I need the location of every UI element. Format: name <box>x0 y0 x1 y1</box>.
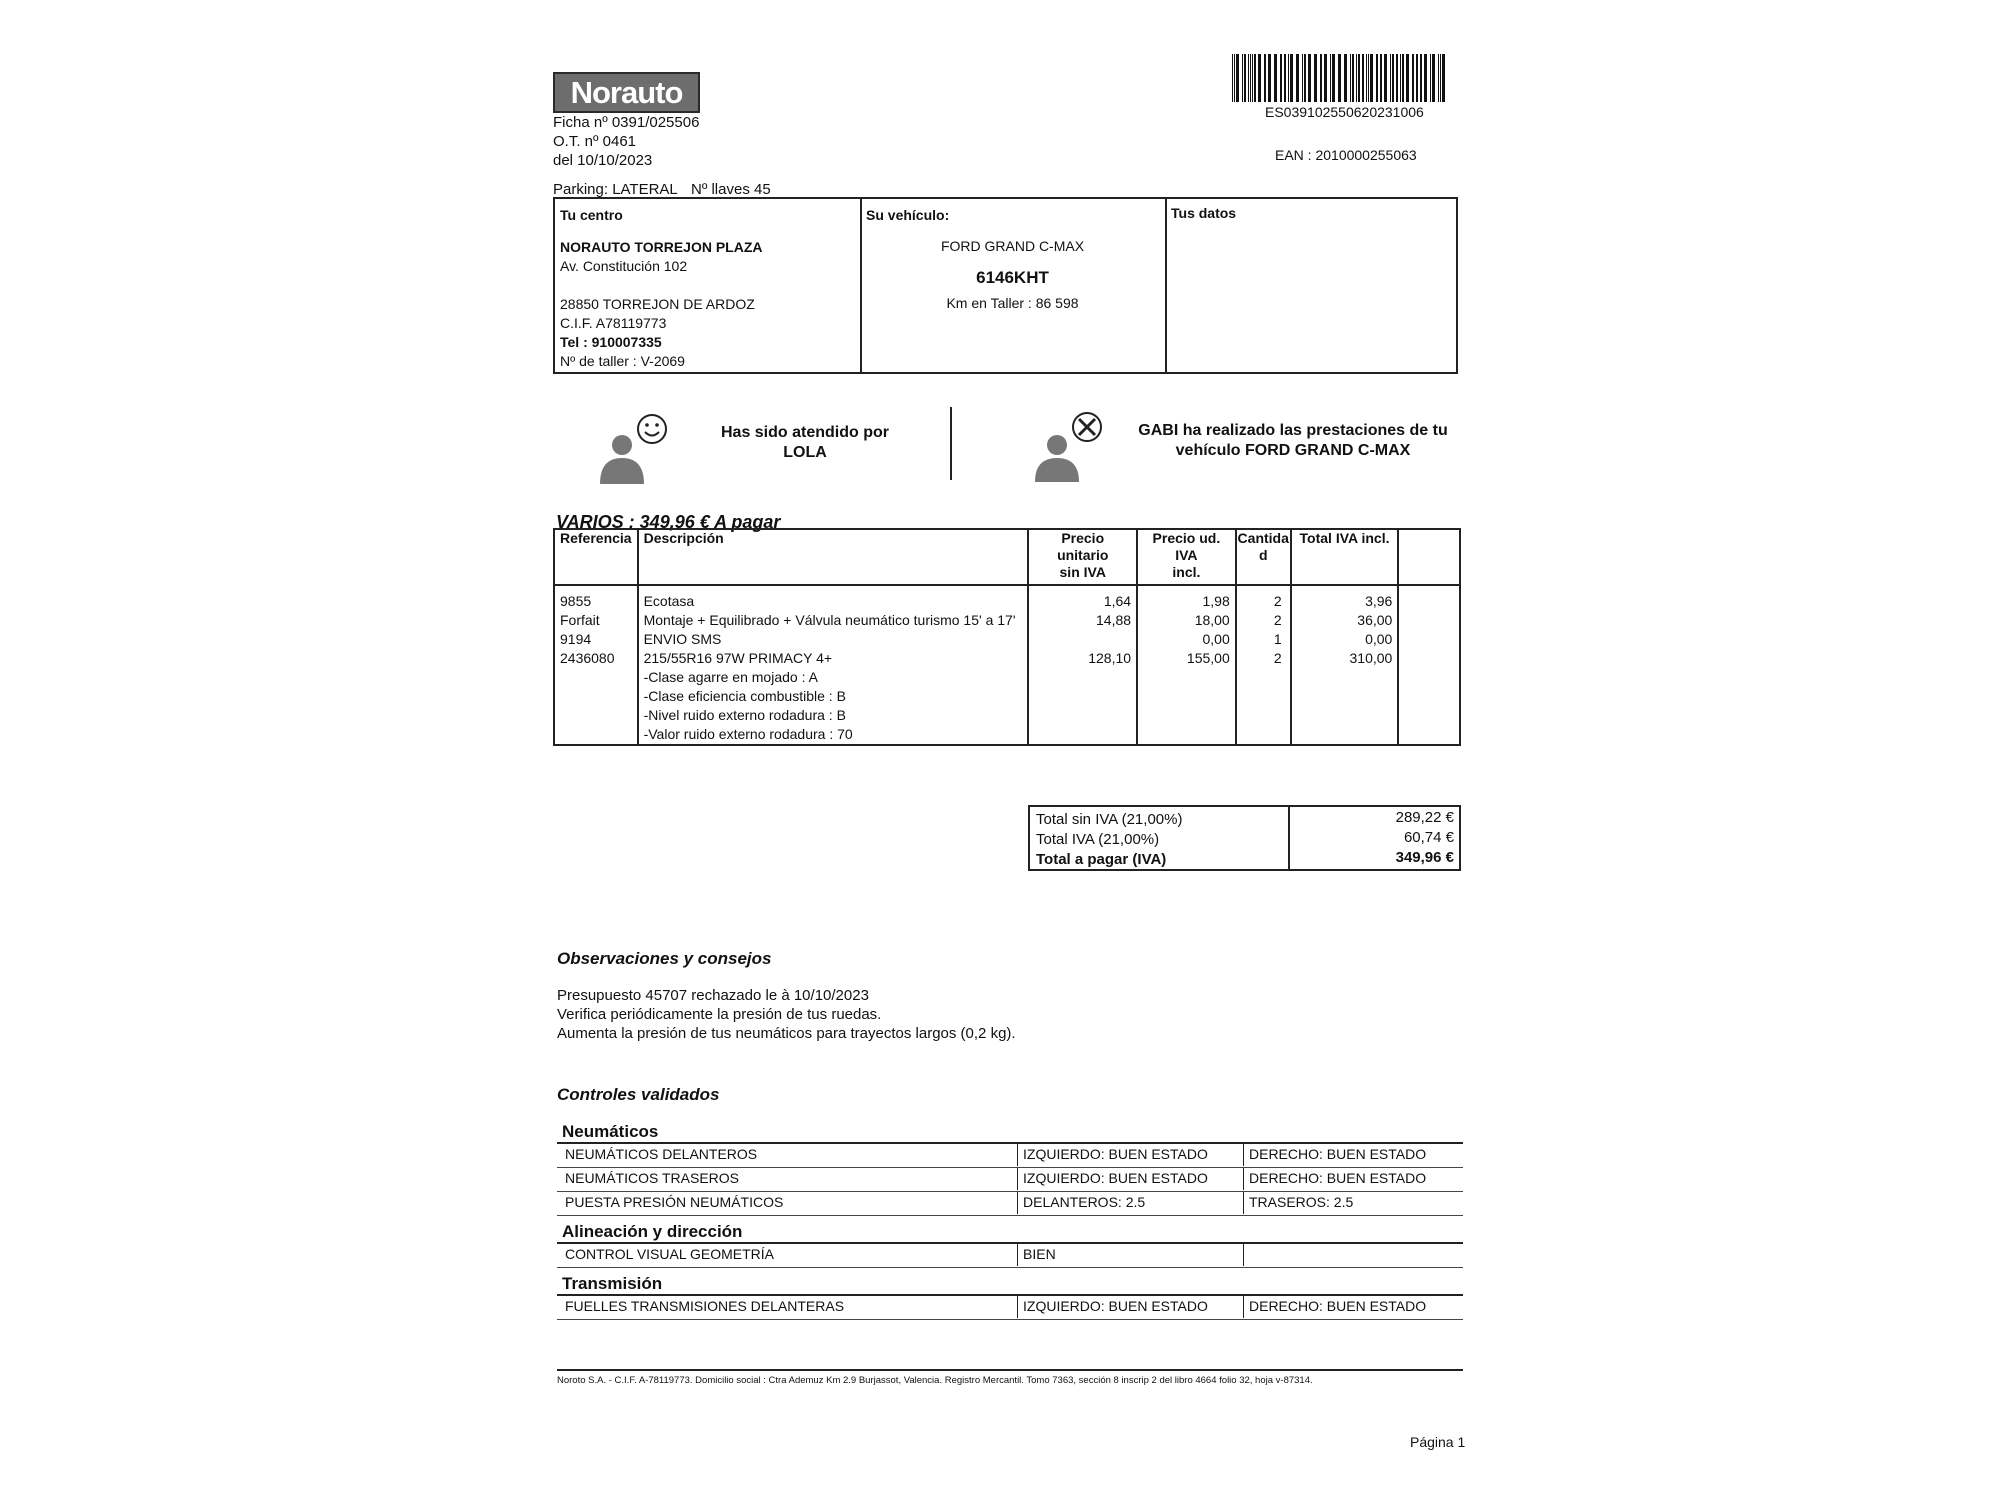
person-smile-icon <box>597 412 671 484</box>
item-desc: Montaje + Equilibrado + Válvula neumático turismo 15' a 17' <box>638 611 1029 630</box>
total-pagar-label: Total a pagar (IVA) <box>1036 851 1167 868</box>
observaciones-title: Observaciones y consejos <box>557 949 772 968</box>
barcode-bar <box>1440 54 1441 102</box>
barcode-bar <box>1376 54 1378 102</box>
control-separator <box>1243 1168 1244 1190</box>
barcode-bar <box>1264 54 1266 102</box>
controles-title: Controles validados <box>557 1085 720 1104</box>
barcode-bar <box>1390 54 1391 102</box>
control-right: TRASEROS: 2.5 <box>1249 1194 1354 1210</box>
centro-city: 28850 TORREJON DE ARDOZ <box>560 296 755 312</box>
ficha-number: Ficha nº 0391/025506 <box>553 114 700 131</box>
item-row <box>554 649 1460 668</box>
item-price <box>1028 725 1137 745</box>
item-qty <box>1236 725 1291 745</box>
datos-title: Tus datos <box>1171 205 1237 221</box>
barcode-bar <box>1308 54 1311 102</box>
keys-info: Nº llaves 45 <box>691 181 771 198</box>
barcode-bar <box>1234 54 1235 102</box>
barcode-bar <box>1344 54 1347 102</box>
parking-info: Parking: LATERAL <box>553 181 678 198</box>
barcode-bar <box>1332 54 1335 102</box>
item-price <box>1028 687 1137 706</box>
centro-address: Av. Constitución 102 <box>560 258 688 274</box>
item-total: 0,00 <box>1291 630 1399 649</box>
centro-title: Tu centro <box>560 207 623 223</box>
barcode-bar <box>1302 54 1303 102</box>
item-priceiva <box>1137 687 1236 706</box>
barcode-bar <box>1320 54 1322 102</box>
control-name: FUELLES TRANSMISIONES DELANTERAS <box>565 1298 845 1314</box>
item-desc: ENVIO SMS <box>638 630 1029 649</box>
footer-line <box>557 1369 1463 1371</box>
page-number: Página 1 <box>1410 1434 1466 1450</box>
item-price <box>1028 706 1137 725</box>
control-left: IZQUIERDO: BUEN ESTADO <box>1023 1170 1208 1186</box>
item-blank <box>1398 725 1460 745</box>
barcode-bar <box>1368 54 1369 102</box>
footer-legal: Noroto S.A. - C.I.F. A-78119773. Domicilio social : Ctra Ademuz Km 2.9 Burjassot, Valencia. Registro Mercantil. Tomo 7363, sección 8 inscrip 2 del libro 4664 folio 32, hoja v-87314. <box>557 1375 1313 1386</box>
item-total: 36,00 <box>1291 611 1399 630</box>
barcode-bar <box>1424 54 1427 102</box>
vehicle-model: FORD GRAND C-MAX <box>940 238 1085 254</box>
control-separator <box>1017 1144 1018 1166</box>
control-right: DERECHO: BUEN ESTADO <box>1249 1170 1427 1186</box>
barcode-bar <box>1420 54 1422 102</box>
neumaticos-title: Neumáticos <box>562 1122 659 1141</box>
barcode-bar <box>1380 54 1382 102</box>
barcode-bar <box>1370 54 1373 102</box>
item-total: 310,00 <box>1291 649 1399 668</box>
item-desc: -Nivel ruido externo rodadura : B <box>638 706 1029 725</box>
barcode-bar <box>1352 54 1354 102</box>
totals-box <box>1028 805 1461 871</box>
barcode-bar <box>1416 54 1418 102</box>
barcode-bar <box>1258 54 1261 102</box>
total-pagar-value: 349,96 € <box>1395 849 1454 866</box>
control-left: IZQUIERDO: BUEN ESTADO <box>1023 1298 1208 1314</box>
item-blank <box>1398 668 1460 687</box>
barcode-bar <box>1248 54 1249 102</box>
barcode-bar <box>1356 54 1357 102</box>
item-ref <box>554 687 638 706</box>
attended-by-text: Has sido atendido por <box>720 424 889 441</box>
control-row <box>557 1244 1463 1268</box>
control-row <box>557 1296 1463 1320</box>
item-ref: 9194 <box>554 630 638 649</box>
barcode-bar <box>1244 54 1246 102</box>
item-total <box>1291 706 1399 725</box>
item-priceiva <box>1137 725 1236 745</box>
control-right: DERECHO: BUEN ESTADO <box>1249 1146 1427 1162</box>
item-desc: -Valor ruido externo rodadura : 70 <box>638 725 1029 745</box>
item-ref <box>554 668 638 687</box>
barcode-bar <box>1232 54 1233 102</box>
barcode-bar <box>1274 54 1277 102</box>
item-priceiva: 18,00 <box>1137 611 1236 630</box>
item-blank <box>1398 649 1460 668</box>
norauto-logo: Norauto <box>553 72 700 113</box>
control-separator <box>1017 1192 1018 1214</box>
item-priceiva: 155,00 <box>1137 649 1236 668</box>
header-price: Precio unitario sin IVA <box>1028 529 1137 585</box>
control-row <box>557 1168 1463 1192</box>
item-row <box>554 687 1460 706</box>
control-name: CONTROL VISUAL GEOMETRÍA <box>565 1246 774 1262</box>
barcode-bar <box>1252 54 1253 102</box>
barcode-bar <box>1350 54 1351 102</box>
vehicle-km: Km en Taller : 86 598 <box>946 295 1079 311</box>
control-name: PUESTA PRESIÓN NEUMÁTICOS <box>565 1194 784 1210</box>
item-price <box>1028 668 1137 687</box>
alineacion-section <box>557 1222 1463 1268</box>
item-priceiva <box>1137 706 1236 725</box>
item-ref: 2436080 <box>554 649 638 668</box>
item-priceiva: 1,98 <box>1137 585 1236 611</box>
item-total <box>1291 687 1399 706</box>
item-qty <box>1236 687 1291 706</box>
item-desc: -Clase eficiencia combustible : B <box>638 687 1029 706</box>
barcode-bar <box>1366 54 1367 102</box>
header-qty: Cantida d <box>1236 529 1291 585</box>
item-priceiva: 0,00 <box>1137 630 1236 649</box>
barcode-bar <box>1290 54 1293 102</box>
item-row <box>554 630 1460 649</box>
barcode-number: ES039102550620231006 <box>1265 104 1424 120</box>
barcode-bar <box>1392 54 1394 102</box>
centro-cif: C.I.F. A78119773 <box>560 315 667 331</box>
item-priceiva <box>1137 668 1236 687</box>
item-row <box>554 668 1460 687</box>
observaciones-line-3: Aumenta la presión de tus neumáticos para trayectos largos (0,2 kg). <box>557 1025 1016 1042</box>
neumaticos-section <box>557 1122 1463 1216</box>
item-blank <box>1398 630 1460 649</box>
transmision-section <box>557 1274 1463 1320</box>
item-desc: -Clase agarre en mojado : A <box>638 668 1029 687</box>
item-total <box>1291 668 1399 687</box>
ot-number: O.T. nº 0461 <box>553 133 637 150</box>
barcode-bar <box>1296 54 1299 102</box>
items-table <box>553 528 1461 746</box>
observaciones-line-1: Presupuesto 45707 rechazado le à 10/10/2023 <box>557 987 869 1004</box>
control-separator <box>1017 1168 1018 1190</box>
item-ref: Forfait <box>554 611 638 630</box>
barcode-bar <box>1396 54 1398 102</box>
varios-title: VARIOS : 349,96 € A pagar <box>556 512 781 532</box>
barcode-bar <box>1250 54 1251 102</box>
barcode-bar <box>1442 54 1445 102</box>
barcode-bar <box>1280 54 1282 102</box>
alineacion-title: Alineación y dirección <box>562 1222 743 1241</box>
centro-taller: Nº de taller : V-2069 <box>560 353 685 369</box>
item-desc: 215/55R16 97W PRIMACY 4+ <box>638 649 1029 668</box>
centro-name: NORAUTO TORREJON PLAZA <box>560 239 763 255</box>
control-separator <box>1017 1244 1018 1266</box>
vehicle-plate: 6146KHT <box>976 268 1049 287</box>
control-separator <box>1243 1244 1244 1266</box>
item-blank <box>1398 611 1460 630</box>
barcode-bar <box>1330 54 1331 102</box>
item-qty: 2 <box>1236 611 1291 630</box>
item-ref <box>554 725 638 745</box>
barcode-bar <box>1406 54 1409 102</box>
barcode-bar <box>1432 54 1435 102</box>
barcode-bar <box>1400 54 1401 102</box>
header-desc: Descripción <box>638 529 1029 585</box>
ean-code: EAN : 2010000255063 <box>1275 147 1417 163</box>
total-sin-iva-label: Total sin IVA (21,00%) <box>1036 811 1183 828</box>
barcode-bar <box>1402 54 1404 102</box>
performed-by-vehicle: vehículo FORD GRAND C-MAX <box>1175 442 1411 459</box>
barcode-bar <box>1338 54 1341 102</box>
barcode-bar <box>1438 54 1439 102</box>
item-row <box>554 611 1460 630</box>
item-price: 1,64 <box>1028 585 1137 611</box>
item-qty: 2 <box>1236 649 1291 668</box>
barcode-bar <box>1288 54 1289 102</box>
barcode-bar <box>1430 54 1431 102</box>
items-header-row <box>554 529 1460 585</box>
mechanic-tools-icon <box>1032 410 1106 482</box>
attended-by-name: LOLA <box>783 444 827 461</box>
centro-phone: Tel : 910007335 <box>560 334 662 350</box>
control-left: DELANTEROS: 2.5 <box>1023 1194 1146 1210</box>
barcode <box>1232 54 1450 102</box>
item-qty <box>1236 706 1291 725</box>
header-total: Total IVA incl. <box>1291 529 1399 585</box>
vehiculo-title: Su vehículo: <box>866 207 950 223</box>
item-price: 14,88 <box>1028 611 1137 630</box>
item-ref <box>554 706 638 725</box>
item-total: 3,96 <box>1291 585 1399 611</box>
control-row <box>557 1144 1463 1168</box>
item-blank <box>1398 706 1460 725</box>
barcode-bar <box>1284 54 1286 102</box>
control-row <box>557 1192 1463 1216</box>
control-left: IZQUIERDO: BUEN ESTADO <box>1023 1146 1208 1162</box>
barcode-bar <box>1358 54 1360 102</box>
item-total <box>1291 725 1399 745</box>
header-blank <box>1398 529 1460 585</box>
barcode-bar <box>1384 54 1387 102</box>
item-price: 128,10 <box>1028 649 1137 668</box>
attention-divider <box>950 407 952 480</box>
item-blank <box>1398 687 1460 706</box>
barcode-bar <box>1236 54 1239 102</box>
control-name: NEUMÁTICOS TRASEROS <box>565 1170 739 1186</box>
total-iva-value: 60,74 € <box>1403 829 1454 846</box>
control-separator <box>1243 1296 1244 1318</box>
barcode-bar <box>1242 54 1243 102</box>
total-iva-label: Total IVA (21,00%) <box>1036 831 1160 848</box>
document-date: del 10/10/2023 <box>553 152 653 169</box>
barcode-bar <box>1304 54 1306 102</box>
item-price <box>1028 630 1137 649</box>
item-ref: 9855 <box>554 585 638 611</box>
item-row <box>554 706 1460 725</box>
item-qty <box>1236 668 1291 687</box>
item-row <box>554 585 1460 611</box>
totals-divider <box>1288 807 1290 869</box>
transmision-title: Transmisión <box>562 1274 663 1293</box>
observaciones-line-2: Verifica periódicamente la presión de tus ruedas. <box>557 1006 882 1023</box>
barcode-bar <box>1268 54 1271 102</box>
header-ref: Referencia <box>554 529 638 585</box>
barcode-bar <box>1314 54 1317 102</box>
control-name: NEUMÁTICOS DELANTEROS <box>565 1146 758 1162</box>
barcode-bar <box>1362 54 1364 102</box>
item-row <box>554 725 1460 745</box>
header-price-iva: Precio ud. IVA incl. <box>1137 529 1236 585</box>
barcode-bar <box>1412 54 1414 102</box>
control-right: DERECHO: BUEN ESTADO <box>1249 1298 1427 1314</box>
total-sin-iva-value: 289,22 € <box>1395 809 1454 826</box>
performed-by-text: GABI ha realizado las prestaciones de tu <box>1138 422 1448 439</box>
barcode-bar <box>1324 54 1327 102</box>
item-desc: Ecotasa <box>638 585 1029 611</box>
item-qty: 1 <box>1236 630 1291 649</box>
control-separator <box>1017 1296 1018 1318</box>
barcode-bar <box>1254 54 1256 102</box>
item-qty: 2 <box>1236 585 1291 611</box>
control-separator <box>1243 1144 1244 1166</box>
control-separator <box>1243 1192 1244 1214</box>
item-blank <box>1398 585 1460 611</box>
control-left: BIEN <box>1023 1246 1056 1262</box>
